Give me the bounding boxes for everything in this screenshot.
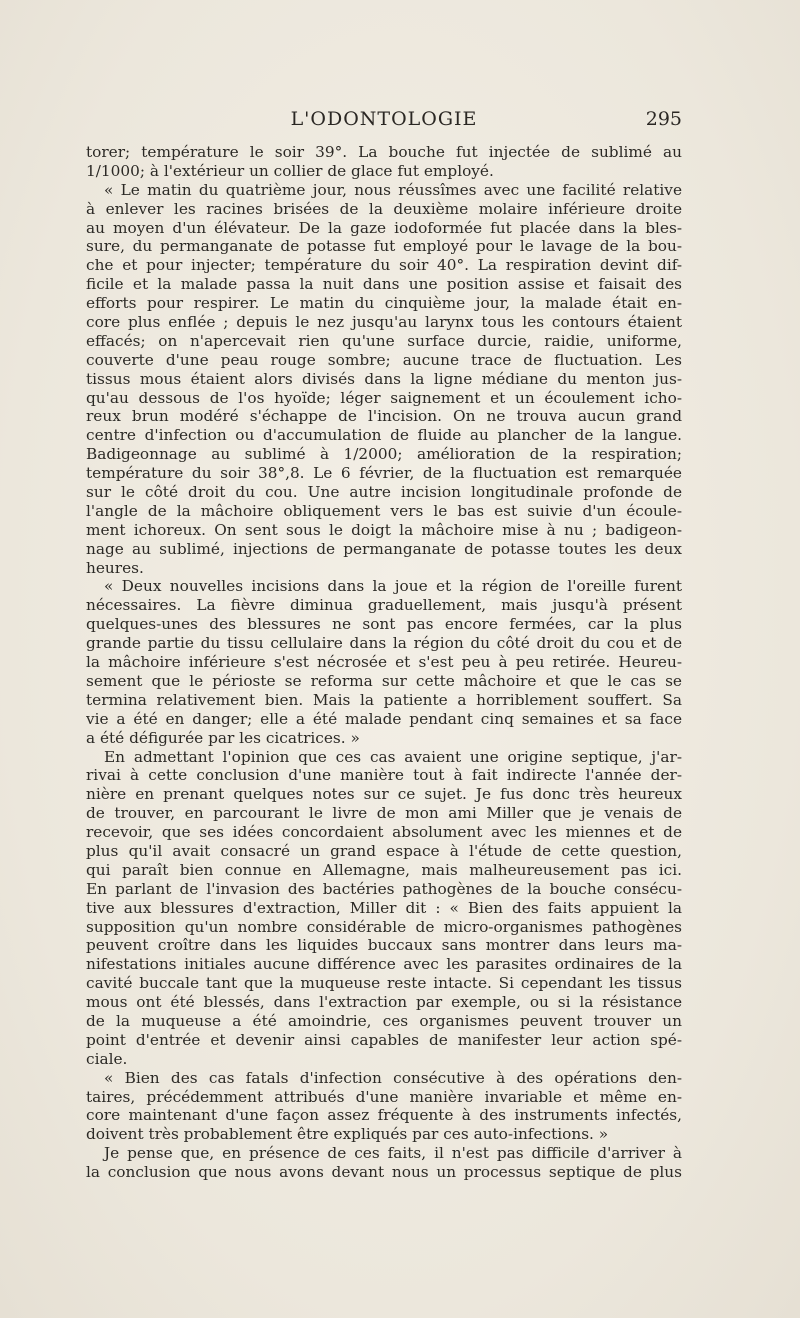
text-line: nage au sublimé, injections de permanganate de potasse toutes les deux	[86, 539, 682, 558]
text-line: ciale.	[86, 1049, 128, 1068]
text-line: recevoir, que ses idées concordaient absolument avec les miennes et de	[86, 823, 682, 842]
running-title: L'ODONTOLOGIE	[290, 108, 478, 130]
text-line: mous ont été blessés, dans l'extraction par exemple, ou si la résistance	[86, 993, 682, 1012]
text-line: la conclusion que nous avons devant nous un processus septique de plus	[86, 1163, 682, 1182]
text-line: au moyen d'un élévateur. De la gaze iodoformée fut placée dans la bles-	[86, 218, 682, 237]
text-line: qui paraît bien connue en Allemagne, mais malheureusement pas ici.	[86, 860, 682, 879]
text-line: température du soir 38°,8. Le 6 février, de la fluctuation est remarquée	[86, 464, 682, 483]
body-text	[86, 143, 682, 1182]
text-line: tive aux blessures d'extraction, Miller dit : « Bien des faits appuient la	[86, 898, 682, 917]
text-line: la mâchoire inférieure s'est nécrosée et s'est peu à peu retirée. Heureu-	[86, 653, 682, 672]
text-line: nécessaires. La fièvre diminua graduellement, mais jusqu'à présent	[86, 596, 682, 615]
text-line: quelques-unes des blessures ne sont pas encore fermées, car la plus	[86, 615, 682, 634]
text-line: doivent très probablement être expliqués par ces auto-infections. »	[86, 1125, 609, 1144]
text-line: En parlant de l'invasion des bactéries pathogènes de la bouche consécu-	[86, 879, 682, 898]
text-line: couverte d'une peau rouge sombre; aucune trace de fluctuation. Les	[86, 350, 682, 369]
text-line: vie a été en danger; elle a été malade pendant cinq semaines et sa face	[86, 709, 682, 728]
page-header	[86, 108, 682, 138]
text-line: taires, précédemment attribués d'une manière invariable et même en-	[86, 1087, 682, 1106]
text-line: qu'au dessous de l'os hyoïde; léger saignement et un écoulement icho-	[86, 388, 682, 407]
text-line: core plus enflée ; depuis le nez jusqu'au larynx tous les contours étaient	[86, 313, 682, 332]
text-line: peuvent croître dans les liquides buccaux sans montrer dans leurs ma-	[86, 936, 682, 955]
text-line: « Deux nouvelles incisions dans la joue et la région de l'oreille furent	[104, 577, 682, 596]
text-line: Je pense que, en présence de ces faits, il n'est pas difficile d'arriver à	[104, 1144, 682, 1163]
text-line: core maintenant d'une façon assez fréquente à des instruments infectés,	[86, 1106, 682, 1125]
text-line: supposition qu'un nombre considérable de micro-organismes pathogènes	[86, 917, 682, 936]
text-line: rivai à cette conclusion d'une manière tout à fait indirecte l'année der-	[86, 766, 682, 785]
text-line: sur le côté droit du cou. Une autre incision longitudinale profonde de	[86, 483, 682, 502]
text-line: heures.	[86, 558, 144, 577]
text-line: grande partie du tissu cellulaire dans la région du côté droit du cou et de	[86, 634, 682, 653]
text-line: efforts pour respirer. Le matin du cinquième jour, la malade était en-	[86, 294, 682, 313]
text-line: sement que le périoste se reforma sur cette mâchoire et que le cas se	[86, 671, 682, 690]
text-line: nière en prenant quelques notes sur ce sujet. Je fus donc très heureux	[86, 785, 682, 804]
text-line: point d'entrée et devenir ainsi capables de manifester leur action spé-	[86, 1030, 682, 1049]
text-line: ficile et la malade passa la nuit dans une position assise et faisait des	[86, 275, 682, 294]
text-line: che et pour injecter; température du soir 40°. La respiration devint dif-	[86, 256, 682, 275]
text-line: termina relativement bien. Mais la patiente a horriblement souffert. Sa	[86, 690, 682, 709]
text-line: Badigeonnage au sublimé à 1/2000; amélioration de la respiration;	[86, 445, 682, 464]
text-line: cavité buccale tant que la muqueuse reste intacte. Si cependant les tissus	[86, 974, 682, 993]
text-line: En admettant l'opinion que ces cas avaient une origine septique, j'ar-	[104, 747, 682, 766]
text-line: tissus mous étaient alors divisés dans la ligne médiane du menton jus-	[86, 369, 682, 388]
text-line: ment ichoreux. On sent sous le doigt la mâchoire mise à nu ; badigeon-	[86, 520, 682, 539]
text-line: nifestations initiales aucune différence avec les parasites ordinaires de la	[86, 955, 682, 974]
text-line: a été défigurée par les cicatrices. »	[86, 728, 360, 747]
text-line: de la muqueuse a été amoindrie, ces organismes peuvent trouver un	[86, 1011, 682, 1030]
text-line: torer; température le soir 39°. La bouche fut injectée de sublimé au	[86, 143, 682, 161]
text-line: effacés; on n'apercevait rien qu'une surface durcie, raidie, uniforme,	[86, 331, 682, 350]
text-line: 1/1000; à l'extérieur un collier de glace fut employé.	[86, 161, 494, 180]
text-line: plus qu'il avait consacré un grand espace à l'étude de cette question,	[86, 841, 682, 860]
text-line: à enlever les racines brisées de la deuxième molaire inférieure droite	[86, 199, 682, 218]
text-line: reux brun modéré s'échappe de l'incision. On ne trouva aucun grand	[86, 407, 682, 426]
text-line: centre d'infection ou d'accumulation de fluide au plancher de la langue.	[86, 426, 682, 445]
text-line: de trouver, en parcourant le livre de mon ami Miller que je venais de	[86, 804, 682, 823]
page-number: 295	[645, 108, 682, 130]
text-line: sure, du permanganate de potasse fut employé pour le lavage de la bou-	[86, 237, 682, 256]
text-line: l'angle de la mâchoire obliquement vers le bas est suivie d'un écoule-	[86, 501, 682, 520]
text-line: « Bien des cas fatals d'infection consécutive à des opérations den-	[104, 1068, 682, 1087]
text-line: « Le matin du quatrième jour, nous réussîmes avec une facilité relative	[104, 180, 682, 199]
